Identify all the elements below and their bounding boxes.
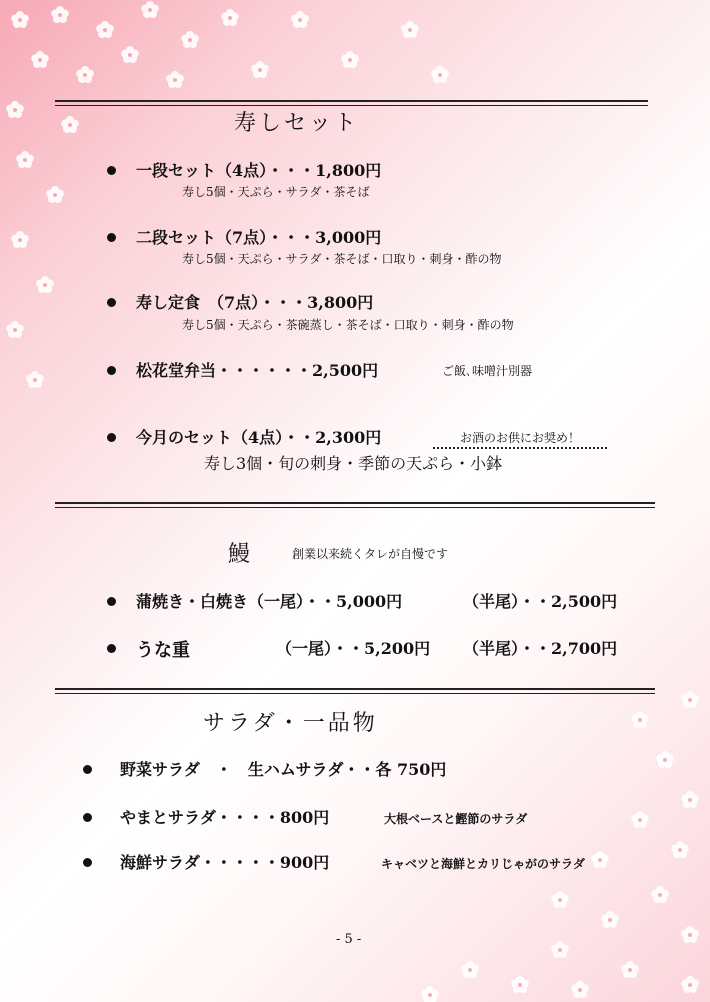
- bullet-icon: [83, 813, 92, 822]
- bullet-icon: [83, 858, 92, 867]
- item-price-half: 2,700円: [551, 639, 618, 658]
- item-note: ご飯､味噌汁別器: [442, 364, 533, 378]
- item-price: 2,300円: [315, 428, 382, 447]
- bullet-icon: [107, 433, 116, 442]
- item-name: うな重: [136, 640, 190, 661]
- menu-item-half: [463, 636, 617, 659]
- bullet-icon: [107, 597, 116, 606]
- bullet-icon: [107, 644, 116, 653]
- item-detail: 寿し5個・天ぷら・サラダ・茶そば: [182, 185, 370, 199]
- item-detail: 寿し3個・旬の刺身・季節の天ぷら・小鉢: [204, 454, 503, 473]
- menu-item: [136, 225, 381, 248]
- section-divider: [55, 688, 655, 690]
- bullet-icon: [107, 166, 116, 175]
- item-price: 750円: [396, 760, 447, 779]
- menu-item: [120, 805, 329, 828]
- menu-item-full: [276, 636, 430, 659]
- item-half-label: （半尾）・・: [463, 592, 552, 611]
- section-divider-thin: [55, 693, 655, 694]
- sushi-section-title: 寿しセット: [234, 111, 360, 136]
- menu-item: [136, 290, 373, 313]
- item-name: 海鮮サラダ・・・・・: [120, 853, 280, 872]
- menu-item: [120, 850, 329, 873]
- bullet-icon: [107, 298, 116, 307]
- item-name: 寿し定食 （7点）・・・: [136, 293, 308, 312]
- menu-item: [136, 589, 402, 612]
- item-price-full: 5,200円: [364, 639, 431, 658]
- bullet-icon: [107, 366, 116, 375]
- top-divider: [55, 100, 648, 102]
- unagi-section-title: 鰻: [228, 542, 254, 567]
- item-price: 2,500円: [312, 361, 379, 380]
- menu-item: [120, 757, 446, 780]
- item-price: 900円: [279, 853, 330, 872]
- item-note: キャベツと海鮮とカリじゃがのサラダ: [381, 857, 585, 871]
- bullet-icon: [107, 233, 116, 242]
- item-price: 800円: [279, 808, 330, 827]
- item-name: 野菜サラダ ・ 生ハムサラダ・・各: [120, 760, 392, 779]
- item-name: 今月のセット（4点）・・: [136, 428, 316, 447]
- item-detail: 寿し5個・天ぷら・サラダ・茶そば・口取り・刺身・酢の物: [182, 252, 502, 266]
- item-name: 松花堂弁当・・・・・・: [136, 361, 313, 380]
- menu-item: [136, 358, 378, 381]
- item-name: 蒲焼き・白焼き（一尾）・・: [136, 592, 337, 611]
- item-price: 1,800円: [315, 161, 382, 180]
- item-price: 3,000円: [315, 228, 382, 247]
- menu-item: [136, 158, 381, 181]
- item-name: 一段セット（4点）・・・: [136, 161, 316, 180]
- item-name: 二段セット（7点）・・・: [136, 228, 316, 247]
- item-half-label: （半尾）・・: [463, 639, 552, 658]
- item-price-full: 5,000円: [336, 592, 403, 611]
- item-note: お酒のお供にお奨め！: [433, 429, 607, 449]
- bullet-icon: [83, 765, 92, 774]
- menu-item: [136, 425, 381, 448]
- item-full-label: （一尾）・・: [276, 639, 365, 658]
- item-detail: 寿し5個・天ぷら・茶碗蒸し・茶そば・口取り・刺身・酢の物: [182, 318, 514, 332]
- section-divider-thin: [55, 507, 655, 508]
- item-name: やまとサラダ・・・・: [120, 808, 280, 827]
- item-price: 3,800円: [307, 293, 374, 312]
- section-divider: [55, 502, 655, 504]
- page-number: - 5 -: [336, 932, 362, 947]
- salad-section-title: サラダ・一品物: [203, 711, 378, 736]
- item-price-half: 2,500円: [551, 592, 618, 611]
- item-note: 大根ベースと鰹節のサラダ: [384, 812, 528, 826]
- unagi-section-subtitle: 創業以来続くタレが自慢です: [292, 547, 449, 561]
- menu-item-half: [463, 589, 617, 612]
